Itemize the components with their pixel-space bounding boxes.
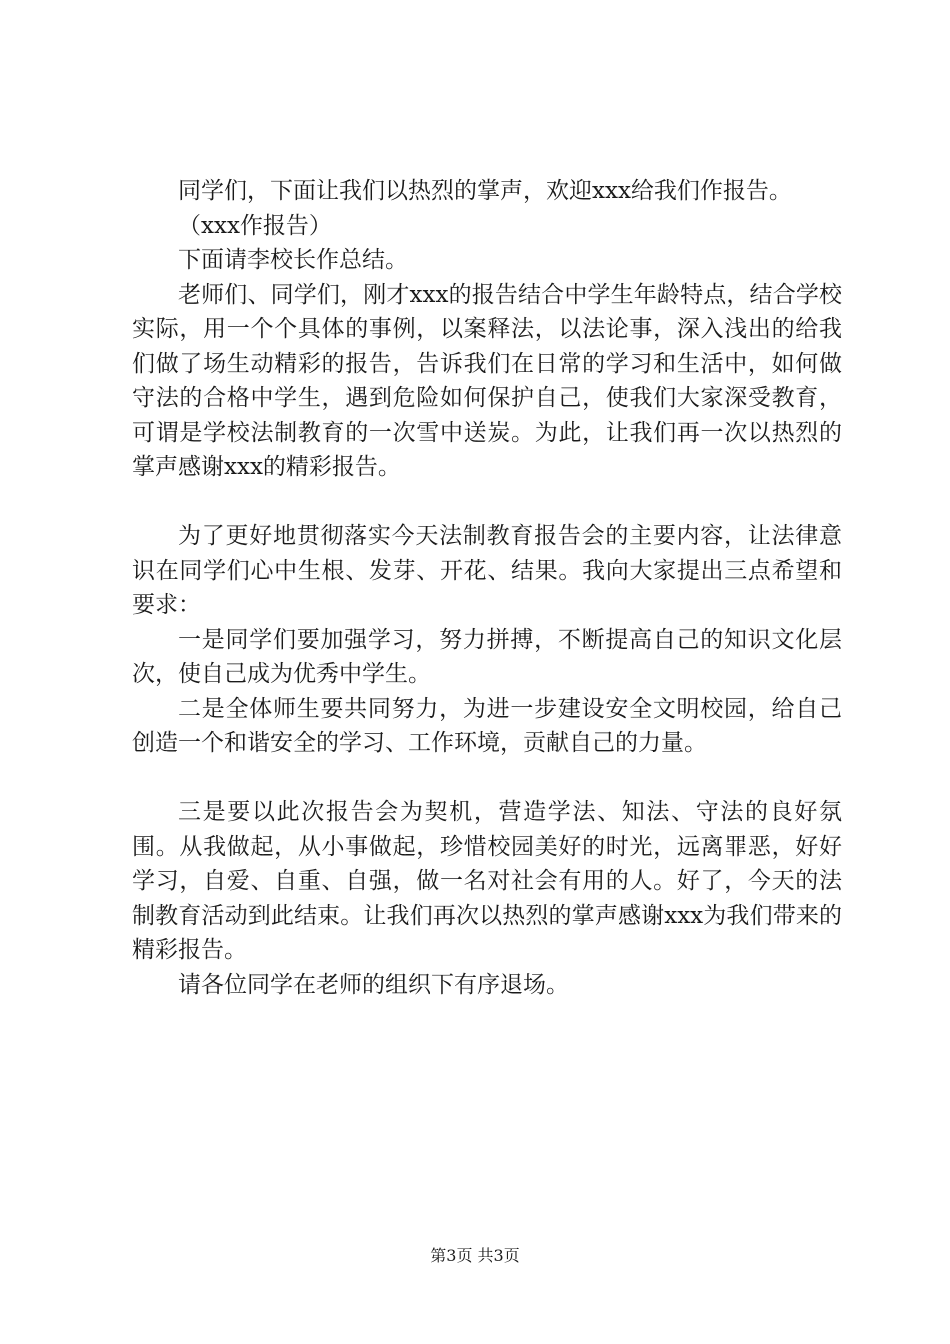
paragraph-principal-summary: 下面请李校长作总结。 [178, 247, 408, 273]
paragraph-summary-speech: 老师们、同学们，刚才xxx的报告结合中学生年龄特点，结合学校实际，用一个个具体的事例，以案释法，以法论事，深入浅出的给我们做了场生动精彩的报告，告诉我们在日常的学习和生活中，如何做守法的合格中学生，遇到危险如何保护自己，使我们大家深受教育，可谓是学校法制教育的一次雪中送炭。为此，让我们再一次以热烈的掌声感谢xxx的精彩报告。 [132, 281, 842, 480]
document-body [132, 174, 842, 1002]
paragraph-requirement-three: 三是要以此次报告会为契机，营造学法、知法、守法的良好氛围。从我做起，从小事做起，珍惜校园美好的时光，远离罪恶，好好学习，自爱、自重、自强，做一名对社会有用的人。好了，今天的法制教育活动到此结束。让我们再次以热烈的掌声感谢xxx为我们带来的精彩报告。 [132, 799, 842, 963]
paragraph-dismissal: 请各位同学在老师的组织下有序退场。 [178, 971, 569, 998]
paragraph-welcome: 同学们，下面让我们以热烈的掌声，欢迎xxx给我们作报告。 [178, 178, 792, 204]
paragraph-requirement-two: 二是全体师生要共同努力，为进一步建设安全文明校园，给自己创造一个和谐安全的学习、工作环境，贡献自己的力量。 [132, 695, 842, 756]
paragraph-requirement-one: 一是同学们要加强学习，努力拼搏，不断提高自己的知识文化层次，使自己成为优秀中学生。 [132, 626, 842, 687]
paragraph-requirements-intro: 为了更好地贯彻落实今天法制教育报告会的主要内容，让法律意识在同学们心中生根、发芽、开花、结果。我向大家提出三点希望和要求： [132, 523, 842, 618]
paragraph-report-note: （xxx作报告） [178, 212, 332, 239]
page-number-footer: 第3页 共3页 [430, 1246, 520, 1265]
